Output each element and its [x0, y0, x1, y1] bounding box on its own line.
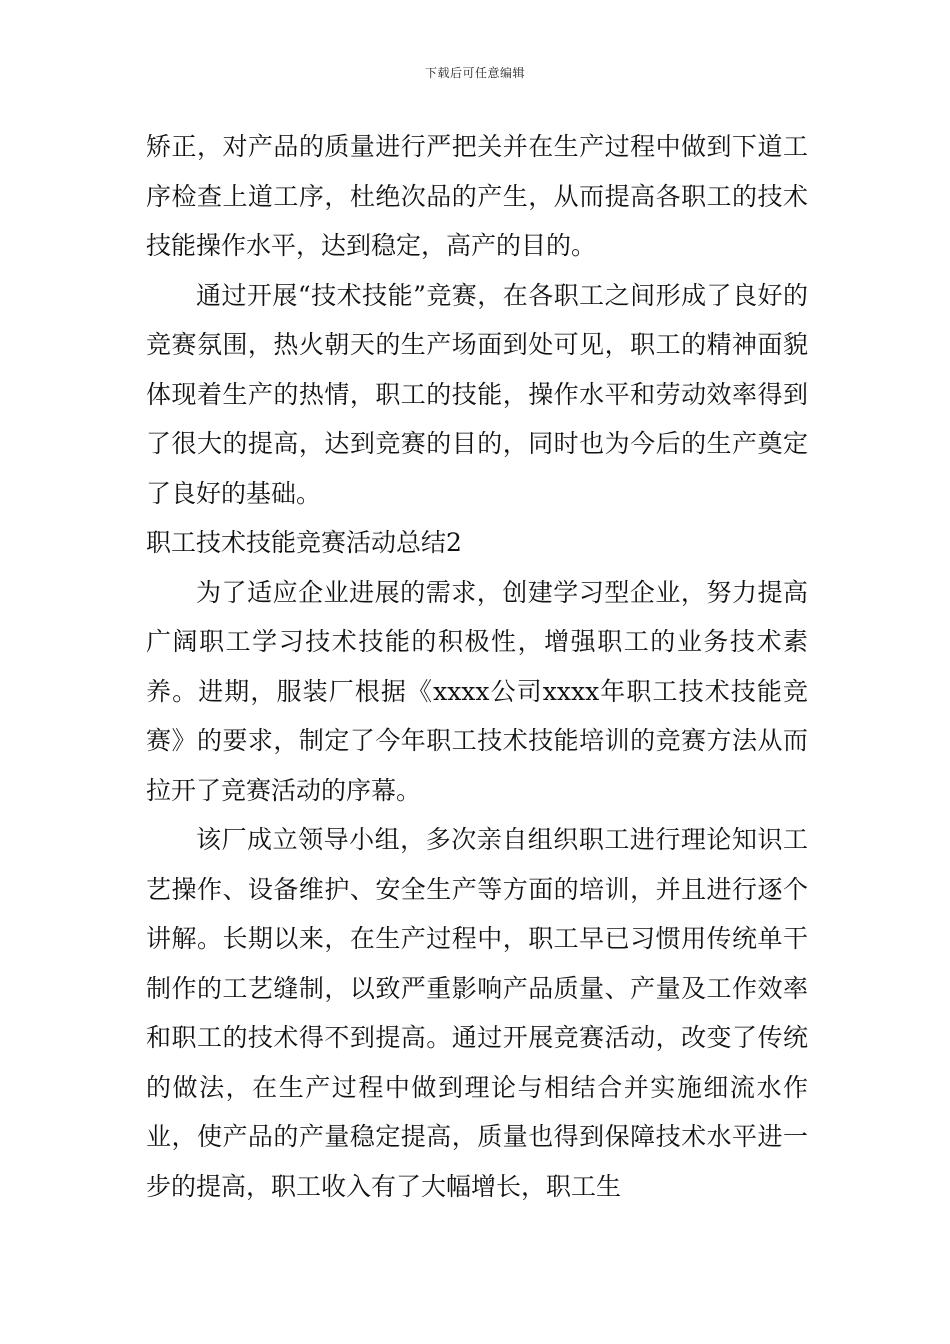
section-heading: 职工技术技能竞赛活动总结2 — [146, 528, 462, 557]
document-body — [146, 122, 808, 1211]
paragraph: 为了适应企业进展的需求，创建学习型企业，努力提高广阔职工学习技术技能的积极性，增强职工的业务技术素养。进期，服装厂根据《xxxx公司xxxx年职工技术技能竞赛》的要求，制定了今年职工技术技能培训的竞赛方法从而拉开了竞赛活动的序幕。 — [146, 577, 808, 805]
paragraph: 该厂成立领导小组，多次亲自组织职工进行理论知识工艺操作、设备维护、安全生产等方面的培训，并且进行逐个讲解。长期以来，在生产过程中，职工早已习惯用传统单干制作的工艺缝制，以致严重影响产品质量、产量及工作效率和职工的技术得不到提高。通过开展竞赛活动，改变了传统的做法，在生产过程中做到理论与相结合并实施细流水作业，使产品的产量稳定提高，质量也得到保障技术水平进一步的提高，职工收入有了大幅增长，职工生 — [146, 825, 808, 1201]
paragraph: 通过开展“技术技能”竞赛，在各职工之间形成了良好的竞赛氛围，热火朝天的生产场面到处可见，职工的精神面貌体现着生产的热情，职工的技能，操作水平和劳动效率得到了很大的提高，达到竞赛的目的，同时也为今后的生产奠定了良好的基础。 — [146, 280, 808, 508]
page-header: 下载后可任意编辑 — [424, 66, 525, 80]
paragraph-continuation: 矫正，对产品的质量进行严把关并在生产过程中做到下道工序检查上道工序，杜绝次品的产生，从而提高各职工的技术技能操作水平，达到稳定，高产的目的。 — [146, 132, 808, 260]
